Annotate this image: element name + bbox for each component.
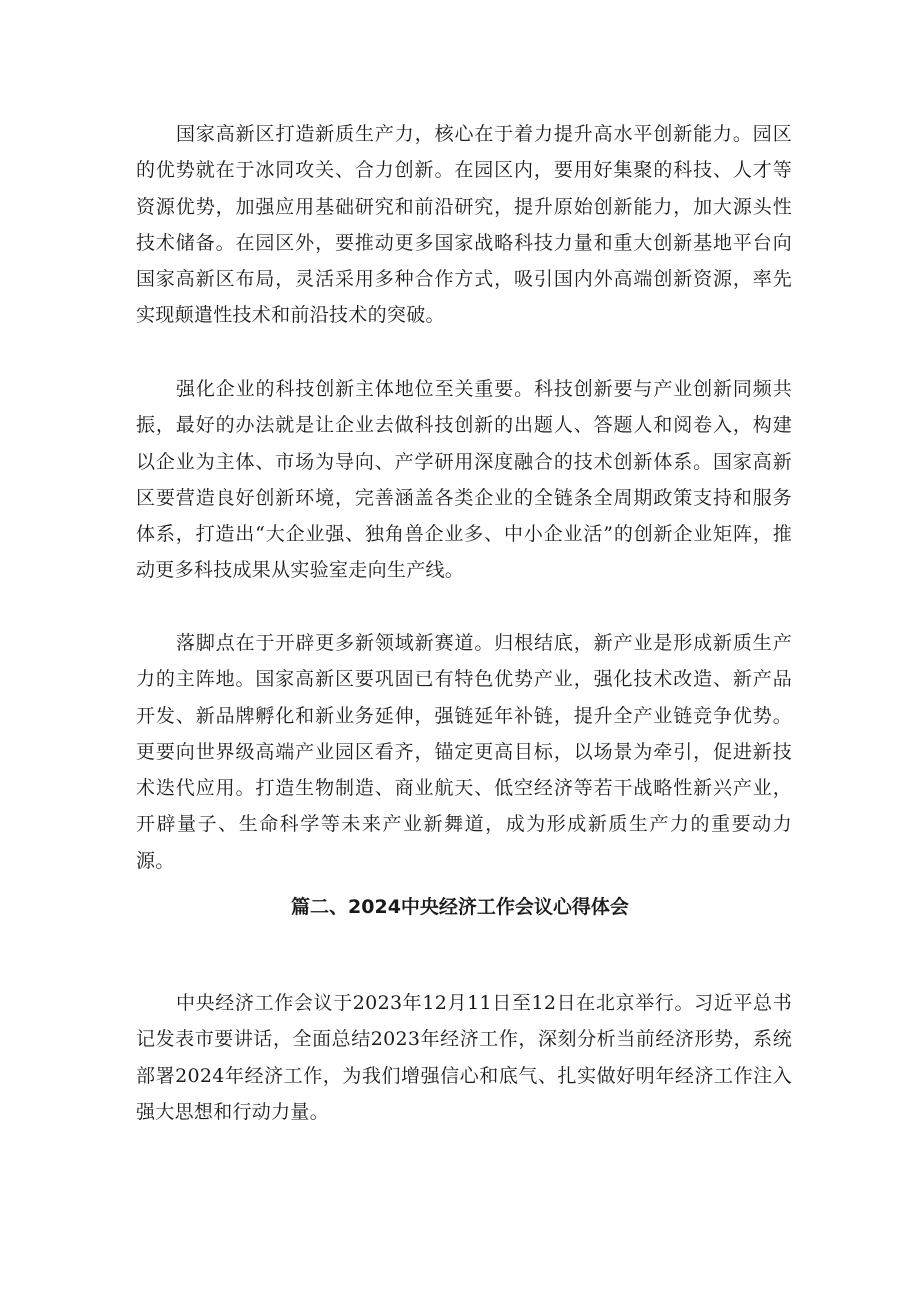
paragraph-innovation-capacity: 国家高新区打造新质生产力，核心在于着力提升高水平创新能力。园区的优势就在于冰同攻关、合力创新。在园区内，要用好集聚的科技、人才等资源优势，加强应用基础研究和前沿研究，提升原始创新能力，加大源头性技术储备。在园区外，要推动更多国家战略科技力量和重大创新基地平台向国家高新区布局，灵活采用多种合作方式，吸引国内外高端创新资源，率先实现颠遣性技术和前沿技术的突破。 — [136, 123, 792, 327]
section-heading: 篇二、2024中央经济工作会议心得体会 — [291, 896, 629, 918]
paragraph-enterprise-innovation: 强化企业的科技创新主体地位至关重要。科技创新要与产业创新同频共振，最好的办法就是让企业去做科技创新的出题人、答题人和阅卷入，构建以企业为主体、市场为导向、产学研用深度融合的技术创新体系。国家高新区要营造良好创新环境，完善涵盖各类企业的全链条全周期政策支持和服务体系，打造出“大企业强、独角兽企业多、中小企业活”的创新企业矩阵，推动更多科技成果从实验室走向生产线。 — [136, 378, 792, 582]
paragraph-economic-conference: 中央经济工作会议于2023年12月11日至12日在北京举行。习近平总书记发表市要讲话，全面总结2023年经济工作，深刻分析当前经济形势，系统部署2024年经济工作，为我们增强信心和底气、扎实做好明年经济工作注入强大思想和行动力量。 — [136, 992, 792, 1123]
paragraph-new-industries: 落脚点在于开辟更多新领域新赛道。归根结底，新产业是形成新质生产力的主阵地。国家高新区要巩固已有特色优势产业，强化技术改造、新产品开发、新品牌孵化和新业务延伸，强链延年补链，提升全产业链竞争优势。更要向世界级高端产业园区看齐，锚定更高目标，以场景为牵引，促进新技术迭代应用。打造生物制造、商业航天、低空经济等若干战略性新兴产业，开辟量子、生命科学等未来产业新舞道，成为形成新质生产力的重要动力源。 — [136, 632, 792, 872]
